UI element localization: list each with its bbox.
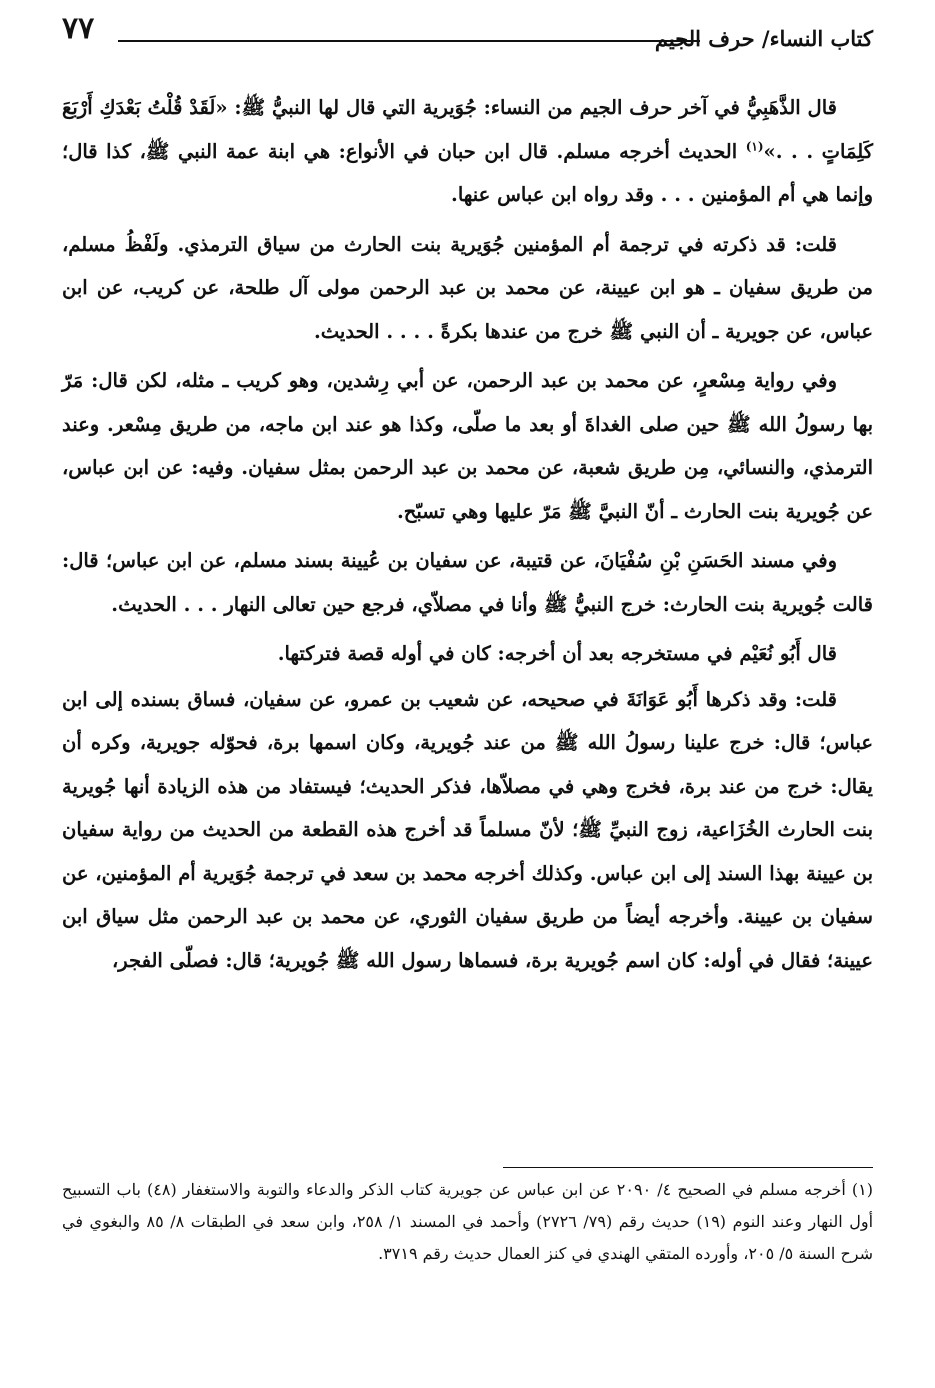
page-number: ٧٧ <box>62 11 95 46</box>
header-rule <box>118 40 700 42</box>
running-title: كتاب النساء/ حرف الجيم <box>654 26 873 51</box>
footnotes <box>62 1174 873 1270</box>
paragraph: قال أَبُو نُعَيْم في مستخرجه بعد أن أخرجه: كان في أوله قصة فتركتها. <box>277 642 837 665</box>
main-text <box>62 86 873 988</box>
paragraph: وفي مسند الحَسَنِ بْنِ سُفْيَانَ، عن قتيبة، عن سفيان بن عُيينة بسند مسلم، عن ابن عباس؛ قال: قالت جُويرية بنت الحارث: خرج النبيُّ ﷺ وأنا في مصلاّي، فرجع حين تعالى النهار . . . الحديث. <box>62 549 873 616</box>
footnote: (١) أخرجه مسلم في الصحيح ٤/ ٢٠٩٠ عن ابن عباس عن جويرية كتاب الذكر والدعاء والتوبة والاستغفار (٤٨) باب التسبيح أول النهار وعند النوم (١٩) حديث رقم (٧٩/ ٢٧٢٦) وأحمد في المسند ١/ ٢٥٨، وابن سعد في الطبقات ٨/ ٨٥ والبغوي في شرح السنة ٥/ ٢٠٥، وأورده المتقي الهندي في كنز العمال حديث رقم ٣٧١٩. <box>62 1180 874 1263</box>
paragraph-text: الحديث أخرجه مسلم. قال ابن حبان في الأنواع: هي ابنة عمة النبي ﷺ، كذا قال؛ وإنما هي أم المؤمنين . . . وقد رواه ابن عباس عنها. <box>62 139 873 206</box>
footnote-marker: (١) <box>745 139 764 153</box>
paragraph: وفي رواية مِسْعرٍ، عن محمد بن عبد الرحمن، عن أبي رِشدين، وهو كريب ـ مثله، لكن قال: مَرّ بها رسولُ الله ﷺ حين صلى الغداةَ أو بعد ما صلّى، وكذا هو عند ابن ماجه، من طريق مِسْعر. وعند الترمذي، والنسائي، مِن طريق شعبة، عن محمد بن عبد الرحمن بمثل سفيان. وفيه: عن ابن عباس، عن جُويرية بنت الحارث ـ أنّ النبيَّ ﷺ مَرّ عليها وهي تسبّح. <box>62 369 873 523</box>
paragraph: قلت: وقد ذكرها أَبُو عَوَانَةَ في صحيحه، عن شعيب بن عمرو، عن سفيان، فساق بسنده إلى ابن عباس؛ قال: خرج علينا رسولُ الله ﷺ من عند جُويرية، وكان اسمها برة، فحوّله جويرية، وكره أن يقال: خرج من عند برة، فخرج وهي في مصلاّها، فذكر الحديث؛ فيستفاد من هذه الزيادة أنها جُويرية بنت الحارث الخُزَاعية، زوج النبيِّ ﷺ؛ لأنّ مسلماً قد أخرج هذه القطعة من الحديث من رواية سفيان بن عيينة بهذا السند إلى ابن عباس. وكذلك أخرجه محمد بن سعد في ترجمة جُوَيرية أم المؤمنين، عن سفيان بن عيينة. وأخرجه أيضاً من طريق سفيان الثوري، عن محمد بن عبد الرحمن مثل سياق ابن عيينة؛ فقال في أوله: كان اسم جُويرية برة، فسماها رسول الله ﷺ جُويرية؛ قال: فصلّى الفجر، <box>62 687 873 972</box>
paragraph <box>62 86 873 217</box>
footnote-separator <box>503 1167 873 1168</box>
paragraph: قلت: قد ذكرته في ترجمة أم المؤمنين جُوَيرية بنت الحارث من سياق الترمذي. ولَفْظُ مسلم، من طريق سفيان ـ هو ابن عيينة، عن محمد بن عبد الرحمن مولى آل طلحة، عن كريب، عن ابن عباس، عن جويرية ـ أن النبي ﷺ خرج من عندها بكرةً . . . . الحديث. <box>62 232 873 343</box>
paragraph-text: قال الذَّهَبِيُّ في آخر حرف الجيم من النساء: جُوَيرية التي قال لها النبيُّ ﷺ: «لَقَدْ قُلْتُ بَعْدَكِ أَرْبَعَ كَلِمَاتٍ . . .» <box>62 96 873 163</box>
